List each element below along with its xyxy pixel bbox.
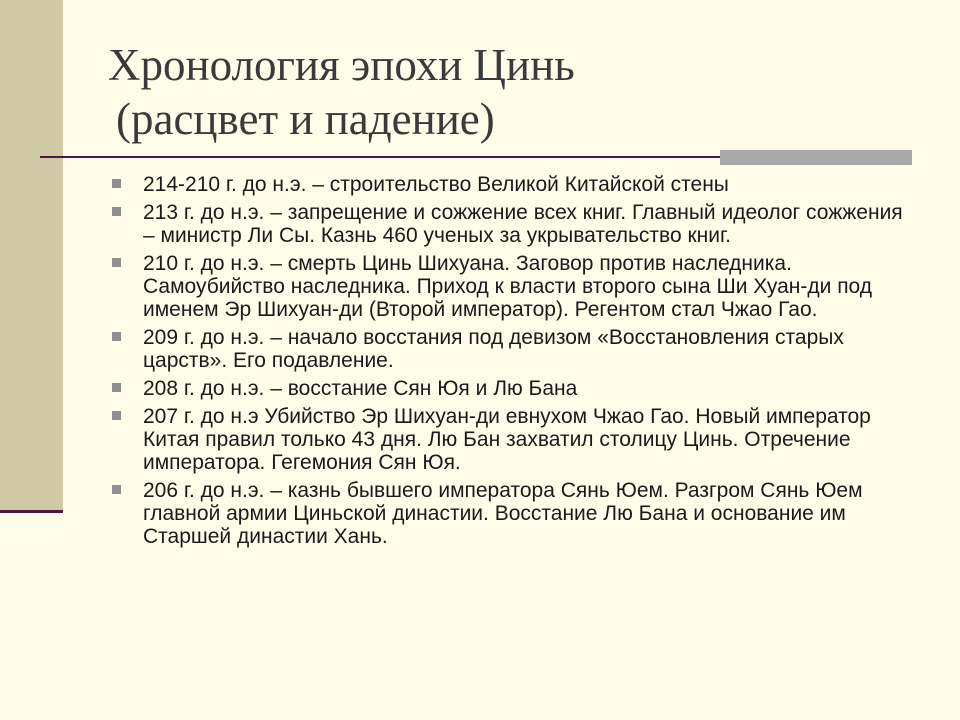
slide-title-line-1: Хронология эпохи Цинь [108, 40, 575, 90]
bullet-item [112, 326, 912, 372]
bullet-list [112, 173, 912, 553]
side-panel [0, 0, 63, 512]
bullet-item [112, 173, 912, 196]
square-bullet-icon [112, 258, 121, 267]
square-bullet-icon [112, 179, 121, 188]
slide-title [108, 38, 575, 146]
side-panel-rule [0, 510, 63, 513]
bullet-item [112, 479, 912, 548]
square-bullet-icon [112, 383, 121, 392]
square-bullet-icon [112, 485, 121, 494]
title-accent-bar [720, 150, 912, 165]
bullet-item [112, 201, 912, 247]
bullet-item [112, 405, 912, 474]
square-bullet-icon [112, 207, 121, 216]
bullet-text: 208 г. до н.э. – восстание Сян Юя и Лю Бана [143, 377, 578, 400]
square-bullet-icon [112, 411, 121, 420]
slide-title-line-2: (расцвет и падение) [116, 94, 495, 144]
bullet-item [112, 377, 912, 400]
bullet-text: 214-210 г. до н.э. – строительство Великой Китайской стены [143, 173, 729, 196]
bullet-text: 210 г. до н.э. – смерть Цинь Шихуана. Заговор против наследника. Самоубийство наследника. Приход к власти второго сына Ши Хуан-ди под именем Эр Шихуан-ди (Второй император). Регентом стал Чжао Гао. [143, 252, 873, 321]
bullet-text: 206 г. до н.э. – казнь бывшего императора Сянь Юем. Разгром Сянь Юем главной армии Циньской династии. Восстание Лю Бана и основание им Старшей династии Хань. [143, 479, 863, 548]
bullet-item [112, 252, 912, 321]
bullet-text: 209 г. до н.э. – начало восстания под девизом «Восстановления старых царств». Его подавление. [143, 326, 844, 372]
bullet-text: 207 г. до н.э Убийство Эр Шихуан-ди евнухом Чжао Гао. Новый император Китая правил только 43 дня. Лю Бан захватил столицу Цинь. Отречение императора. Гегемония Сян Юя. [143, 405, 871, 474]
bullet-text: 213 г. до н.э. – запрещение и сожжение всех книг. Главный идеолог сожжения – министр Ли Сы. Казнь 460 ученых за укрывательство книг. [143, 201, 903, 247]
square-bullet-icon [112, 332, 121, 341]
